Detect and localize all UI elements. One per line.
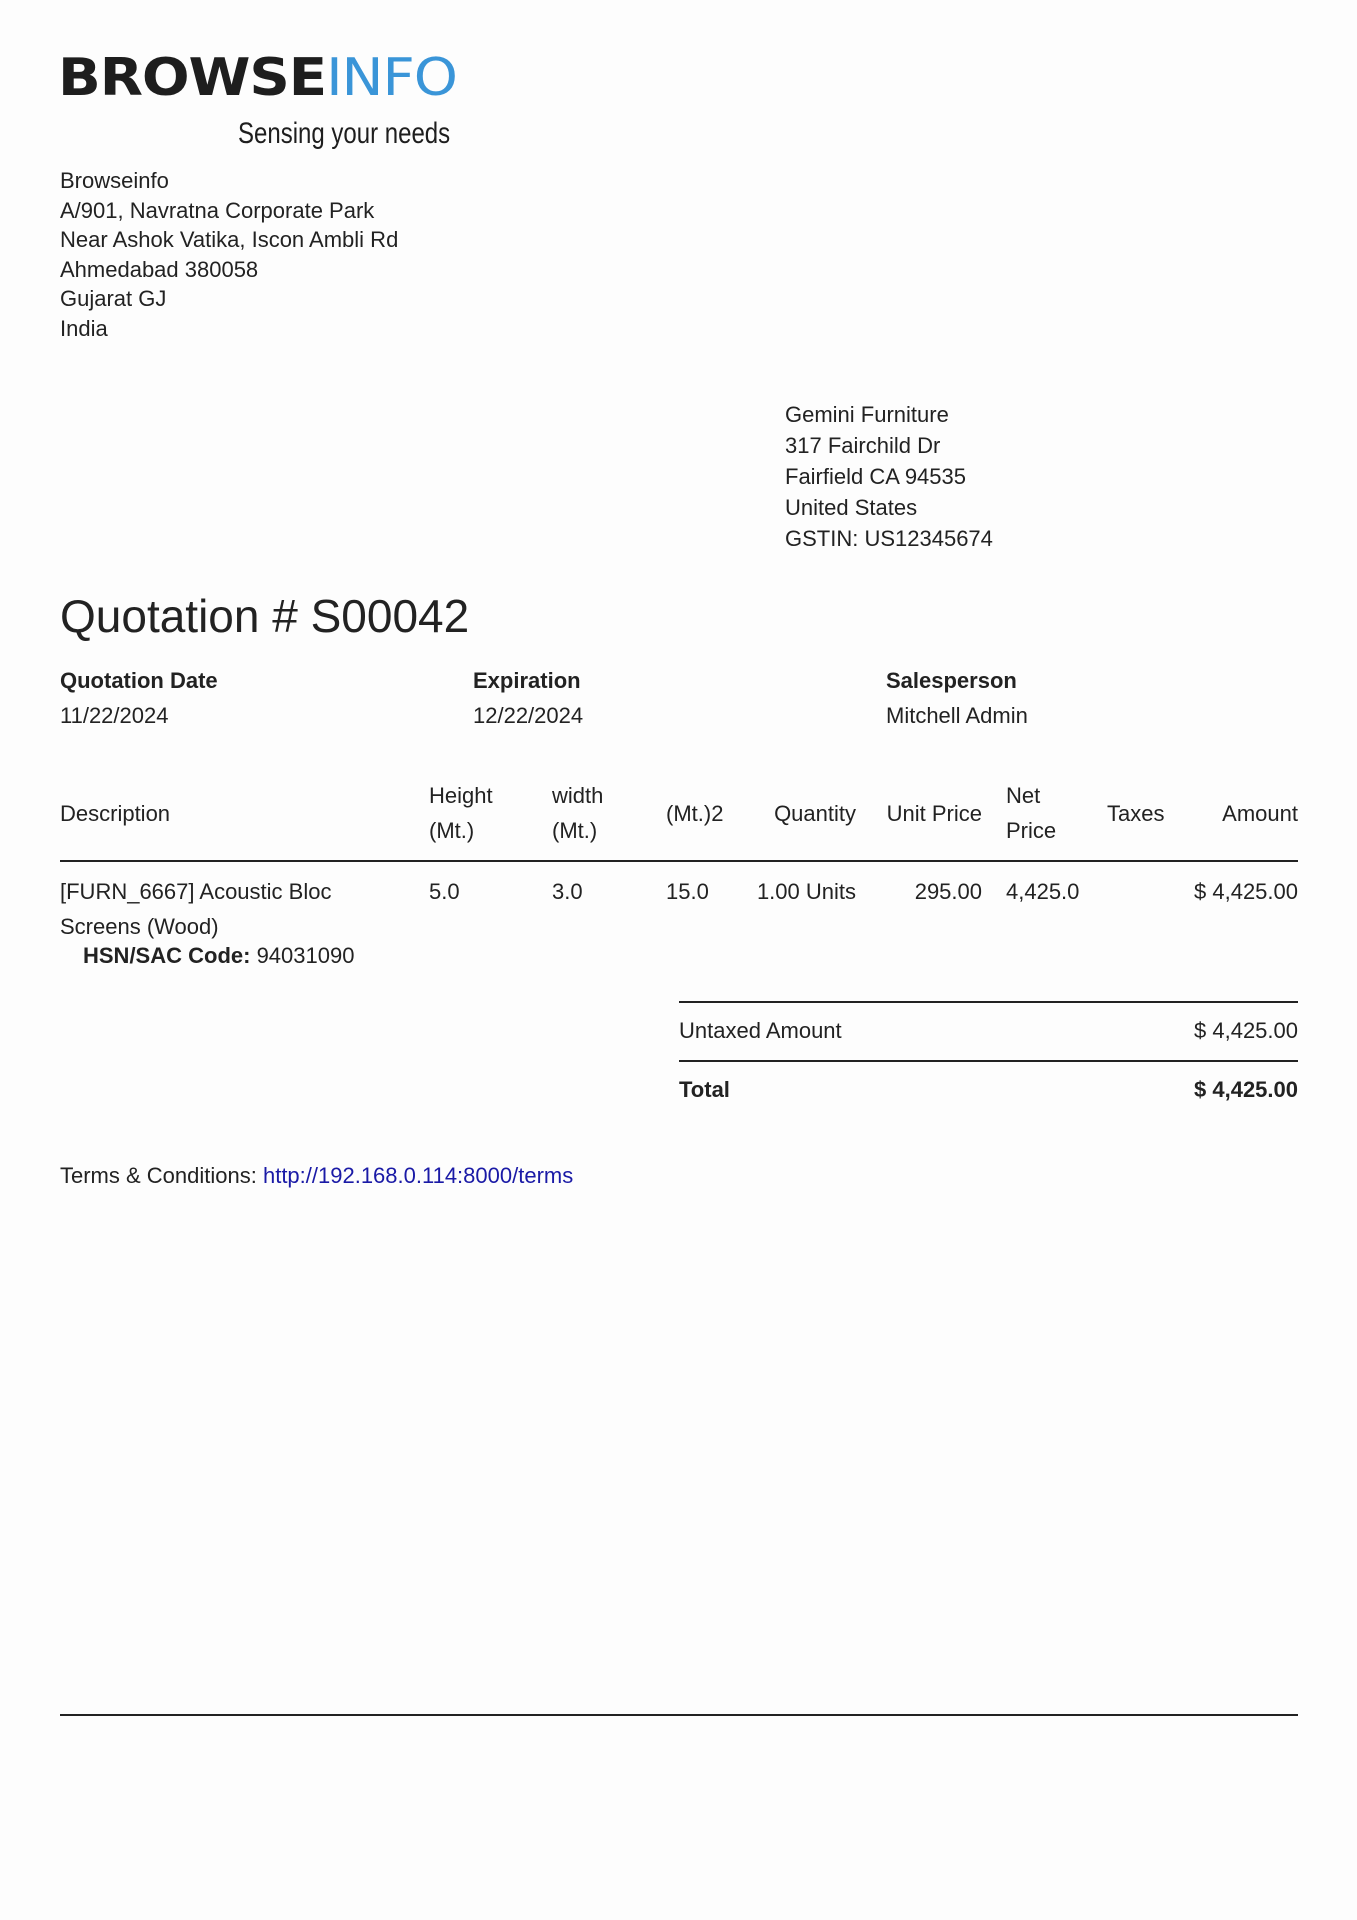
total-label: Total: [679, 1077, 730, 1102]
terms-and-conditions: [60, 1162, 573, 1190]
line-amount: $ 4,425.00: [1194, 879, 1298, 904]
line-area: 15.0: [666, 879, 709, 904]
col-header-width-line1: width: [552, 783, 604, 808]
salesperson-label: Salesperson: [886, 668, 1017, 693]
col-header-taxes: Taxes: [1107, 801, 1165, 826]
quotation-date-block: [60, 667, 218, 730]
footer-divider: [60, 1714, 1298, 1716]
logo-text-browse: BROWSE: [58, 48, 327, 108]
col-header-description: Description: [60, 801, 171, 826]
salesperson-block: [886, 667, 1028, 730]
col-header-unit-price: Unit Price: [886, 801, 982, 826]
expiration-value: 12/22/2024: [473, 703, 584, 728]
page-title: Quotation # S00042: [60, 590, 470, 642]
line-description-line1: [FURN_6667] Acoustic Bloc: [60, 879, 332, 904]
salesperson-value: Mitchell Admin: [886, 703, 1028, 728]
company-city: Ahmedabad 380058: [60, 256, 259, 282]
untaxed-amount-value: $ 4,425.00: [1194, 1018, 1298, 1043]
customer-address: [785, 399, 993, 554]
col-header-area: (Mt.)2: [666, 801, 724, 826]
quotation-date-value: 11/22/2024: [60, 703, 169, 728]
line-quantity: 1.00 Units: [756, 879, 856, 904]
expiration-block: [473, 667, 583, 730]
total-value: $ 4,425.00: [1194, 1077, 1298, 1102]
col-header-width: [552, 778, 603, 848]
customer-country: United States: [785, 495, 918, 520]
col-header-net-price: [1006, 778, 1056, 848]
customer-street: 317 Fairchild Dr: [785, 433, 941, 458]
col-header-width-line2: (Mt.): [552, 818, 598, 843]
table-header-divider: [60, 860, 1298, 862]
terms-link[interactable]: http://192.168.0.114:8000/terms: [262, 1163, 574, 1188]
customer-name: Gemini Furniture: [785, 402, 949, 427]
col-header-height-line1: Height: [429, 783, 493, 808]
company-address-line: A/901, Navratna Corporate Park: [60, 197, 375, 223]
company-name: Browseinfo: [60, 168, 169, 193]
hsn-code-label: HSN/SAC Code:: [83, 943, 251, 968]
line-width: 3.0: [552, 879, 583, 904]
col-header-quantity: Quantity: [774, 801, 856, 826]
totals-top-divider: [679, 1001, 1298, 1003]
col-header-height: [429, 778, 493, 848]
company-country: India: [60, 315, 108, 341]
logo-tagline: Sensing your needs: [238, 117, 451, 150]
terms-label: Terms & Conditions:: [60, 1163, 263, 1188]
customer-city: Fairfield CA 94535: [785, 464, 966, 489]
col-header-net-price-line1: Net: [1006, 783, 1041, 808]
line-height: 5.0: [429, 879, 460, 904]
totals-middle-divider: [679, 1060, 1298, 1062]
col-header-height-line2: (Mt.): [429, 818, 475, 843]
hsn-code: [83, 942, 354, 970]
line-net-price: 4,425.0: [1006, 879, 1080, 904]
company-state: Gujarat GJ: [60, 286, 167, 311]
company-address: [60, 166, 398, 343]
untaxed-amount-label: Untaxed Amount: [679, 1018, 842, 1043]
col-header-amount: Amount: [1222, 801, 1298, 826]
expiration-label: Expiration: [473, 668, 581, 693]
col-header-net-price-line2: Price: [1006, 818, 1057, 843]
company-logo: [58, 48, 457, 108]
hsn-code-value: 94031090: [250, 943, 355, 968]
line-description-line2: Screens (Wood): [60, 914, 219, 939]
company-address-line: Near Ashok Vatika, Iscon Ambli Rd: [60, 227, 399, 252]
customer-gstin: GSTIN: US12345674: [785, 526, 993, 551]
quotation-date-label: Quotation Date: [60, 668, 218, 693]
line-description: [60, 874, 331, 944]
logo-text-info: INFO: [326, 48, 457, 108]
line-unit-price: 295.00: [914, 879, 982, 904]
